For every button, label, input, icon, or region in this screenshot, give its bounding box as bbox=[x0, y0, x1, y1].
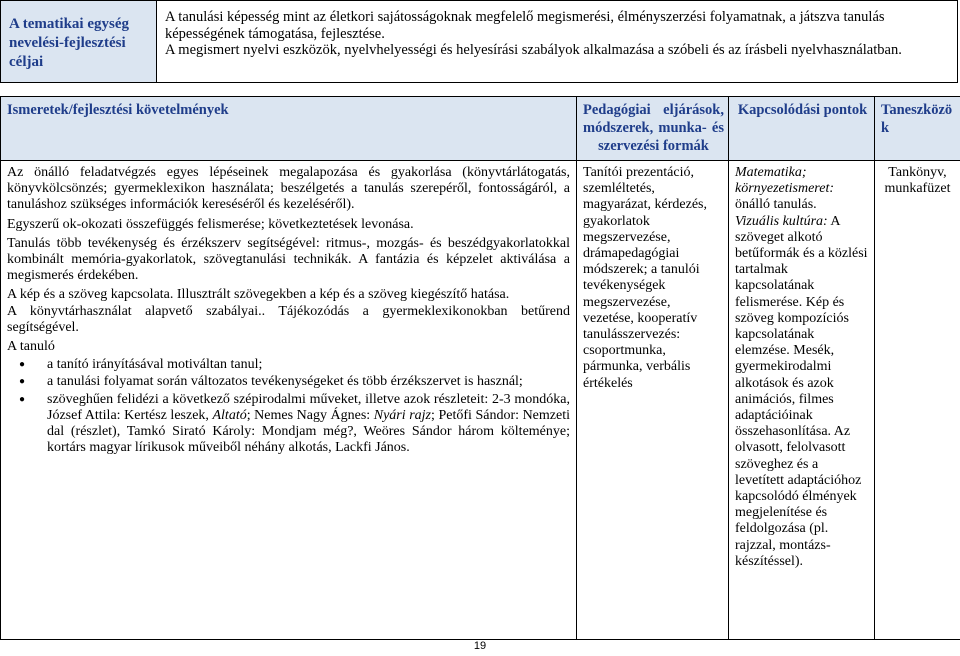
goals-content bbox=[157, 1, 958, 83]
goal-line-2: A megismert nyelvi eszközök, nyelvhelyességi és helyesírási szabályok alkalmazása a szóbeli és az írásbeli nyelvhasználatban. bbox=[165, 42, 902, 58]
header-requirements: Ismeretek/fejlesztési követelmények bbox=[1, 97, 577, 161]
goal-line-1: A tanulási képesség mint az életkori sajátosságoknak megfelelő megismerési, élményszerzési folyamatnak, a játszva tanulás képességének támogatása, fejlesztése. bbox=[165, 9, 885, 42]
goals-label: A tematikai egység nevelési-fejlesztési céljai bbox=[1, 1, 157, 83]
paragraph: A tanuló bbox=[7, 339, 55, 355]
requirements-cell bbox=[1, 161, 577, 640]
header-connections: Kapcsolódási pontok bbox=[729, 97, 875, 161]
paragraph: Az önálló feladatvégzés egyes lépéseinek megalapozása és gyakorlása (könyvtárlátogatás, könyvkölcsönzés; gyermeklexikon használata; beszélgetés a tanulás szerepéről, fontosságáról, a tanuláshoz szükséges információk kereséséről és kezeléséről). bbox=[7, 165, 570, 213]
list-item: ● a tanulási folyamat során változatos tevékenységeket és több érzékszervet is használ; bbox=[47, 374, 570, 390]
paragraph: A könyvtárhasználat alapvető szabályai.. Tájékozódás a gyermeklexikonokban betűrend segítségével. bbox=[7, 303, 570, 335]
list-item: ● a tanító irányításával motiváltan tanul; bbox=[47, 357, 570, 373]
paragraph: Egyszerű ok-okozati összefüggés felismerése; következtetések levonása. bbox=[7, 216, 414, 232]
header-row bbox=[1, 97, 960, 161]
list-item: ● szöveghűen felidézi a következő szépirodalmi műveket, illetve azok részleteit: 2-3 mondóka, József Attila: Kertész leszek, Altató; Nemes Nagy Ágnes: Nyári rajz; Petőfi Sándor: Nemzeti dal (részlet), Tamkó Sirató Károly: Mondjam még?, Weöres Sándor három költeménye; kortárs magyar lírikusok műveiből néhány alkotás, Lackfi János. bbox=[47, 392, 570, 457]
learner-list bbox=[7, 357, 570, 456]
methods-cell: Tanítói prezentáció, szemléltetés, magyarázat, kérdezés, gyakorlatok megszervezése, drámapedagógiai módszerek; a tanulói tevékenységek megszervezése, vezetése, kooperatív tanulásszervezés: csoportmunka, pármunka, verbális értékelés bbox=[577, 161, 729, 640]
content-row bbox=[1, 161, 960, 640]
requirements-table bbox=[0, 96, 960, 640]
header-methods: Pedagógiai eljárások, módszerek, munka- és szervezési formák bbox=[577, 97, 729, 161]
paragraph: Tanulás több tevékenység és érzékszerv segítségével: ritmus-, mozgás- és beszédgyakorlatokkal kombinált memória-gyakorlatok, szövegtanulási technikák. A fantázia és képzelet aktiválása a megismerés érdekében. bbox=[7, 235, 570, 284]
page-number: 19 bbox=[473, 640, 487, 652]
goals-table bbox=[0, 0, 958, 83]
paragraph: A kép és a szöveg kapcsolata. Illusztrált szövegekben a kép és a szöveg kiegészítő hatása. bbox=[7, 287, 510, 303]
header-tools: Taneszközök bbox=[875, 97, 960, 161]
connections-cell: Matematika; környezetismeret: önálló tanulás. Vizuális kultúra: A szöveget alkotó betűformák és a közlési tartalmak kapcsolatának felismerése. Kép és szöveg kompozíciós kapcsolatának elemzése. Mesék, gyermekirodalmi alkotások és azok animációs, filmes adaptációinak összehasonlítása. Az olvasott, felolvasott szöveghez és a levetített adaptációhoz kapcsolódó élmények megjelenítése és feldolgozása (pl. rajzzal, montázs-készítéssel). bbox=[729, 161, 875, 640]
tools-cell: Tankönyv, munkafüzet bbox=[875, 161, 960, 640]
